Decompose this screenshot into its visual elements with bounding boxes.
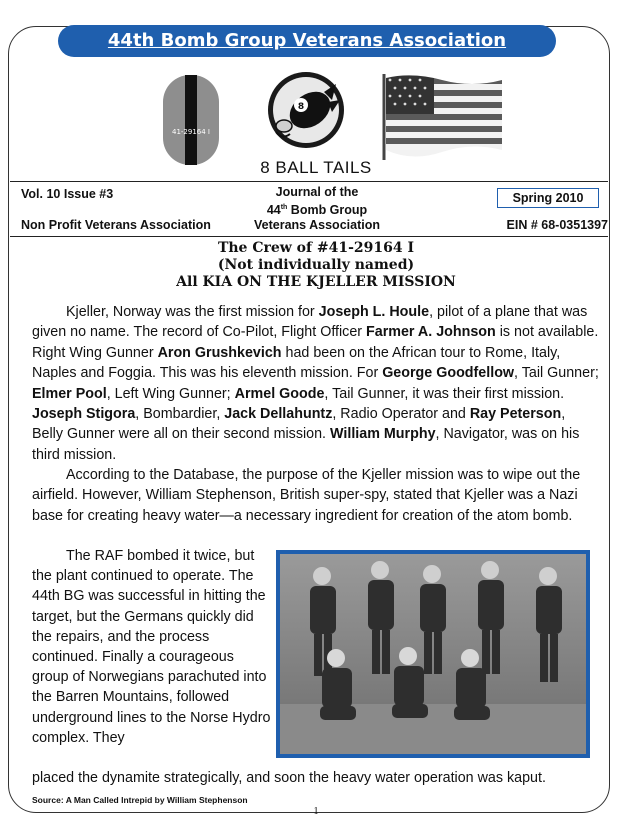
volume-issue: Vol. 10 Issue #3 (21, 187, 114, 201)
page-number: 1 (313, 806, 319, 817)
paragraph-run: , Bombardier, (135, 406, 225, 423)
paragraph-run: , Radio Operator and (332, 406, 470, 423)
crew-group-photo (276, 550, 590, 758)
journal-line-2: 44th Bomb Group (266, 203, 368, 218)
paragraph-run: , Tail Gunner, it was their first mission. (324, 385, 565, 402)
crew-member-name: Joseph Stigora (32, 406, 136, 423)
season-badge: Spring 2010 (497, 188, 599, 208)
crew-member-name: William Murphy (330, 426, 436, 443)
header-rule-top (10, 181, 608, 182)
header-rule-bottom (10, 236, 608, 237)
crew-member-name: Farmer A. Johnson (366, 324, 496, 341)
paragraph-run: is not available. Right Wing Gunner (32, 324, 599, 361)
journal-subtitle (232, 185, 402, 233)
crew-member-name: Jack Dellahuntz (224, 406, 333, 423)
crew-member-name: George Goodfellow (382, 365, 515, 382)
svg-text:8: 8 (297, 102, 305, 112)
article-paragraph-2: According to the Database, the purpose of the Kjeller mission was to wipe out the airfield. However, William Stephenson, British super-spy, stated that Kjeller was a Nazi base for creating heavy water—a necessary ingredient for creation of the atom bomb. (32, 467, 581, 524)
masthead-banner (58, 25, 556, 57)
article-paragraph-3: The RAF bombed it twice, but the plant continued to operate. The 44th BG was successful in hitting the target, but the Germans quickly did the repairs, and the process continued. Finally a courageous group of Norwegians parachuted into the Barren Mountains, followed underground lines to the Norse Hydro complex. They (32, 548, 271, 746)
crew-member-name: Ray Peterson (469, 406, 562, 423)
nonprofit-label: Non Profit Veterans Association (21, 218, 211, 232)
crew-member-name: Armel Goode (234, 385, 325, 402)
paragraph-run: , Left Wing Gunner; (106, 385, 235, 402)
tail-number-label: 41-29164 I (172, 128, 210, 136)
headline-line-2: (Not individually named) (217, 257, 415, 273)
article-paragraph-3-end: placed the dynamite strategically, and soon the heavy water operation was kaput. (32, 770, 546, 786)
headline-line-3: All KIA ON THE KJELLER MISSION (176, 274, 456, 290)
paragraph-run: Kjeller, Norway was the first mission for (66, 304, 319, 320)
masthead-title: 44th Bomb Group Veterans Association (107, 30, 507, 51)
source-citation: Source: A Man Called Intrepid by William Stephenson (32, 795, 248, 805)
article-paragraph-1 (32, 302, 600, 465)
paragraph-run: , pilot of a plane that was given no name. The record of Co-Pilot, Flight Officer (32, 304, 588, 341)
paragraph-run: , Belly Gunner were all on their second mission. (32, 406, 566, 443)
paragraph-run: , Navigator, was on his third mission. (32, 426, 580, 463)
crew-member-name: Joseph L. Houle (318, 304, 430, 320)
paragraph-run: , Tail Gunner; (514, 365, 599, 382)
crew-photo-icon (280, 554, 586, 754)
crew-member-name: Aron Grushkevich (157, 344, 282, 361)
ein-number: EIN # 68-0351397 (506, 218, 608, 232)
journal-line-1: Journal of the (275, 185, 359, 199)
journal-line-3: Veterans Association (254, 218, 380, 233)
crew-member-name: Elmer Pool (32, 385, 107, 402)
newsletter-name: 8 BALL TAILS (260, 158, 372, 177)
us-flag-icon (382, 72, 504, 160)
article-headline (0, 240, 632, 291)
headline-line-1: The Crew of #41-29164 I (217, 240, 415, 256)
paragraph-run: had been on the African tour to Rome, Italy, Naples and Foggia. This was his eleventh mission. For (32, 344, 561, 382)
tail-fin-icon (162, 74, 220, 166)
eight-ball-bomb-logo-icon (266, 70, 346, 150)
